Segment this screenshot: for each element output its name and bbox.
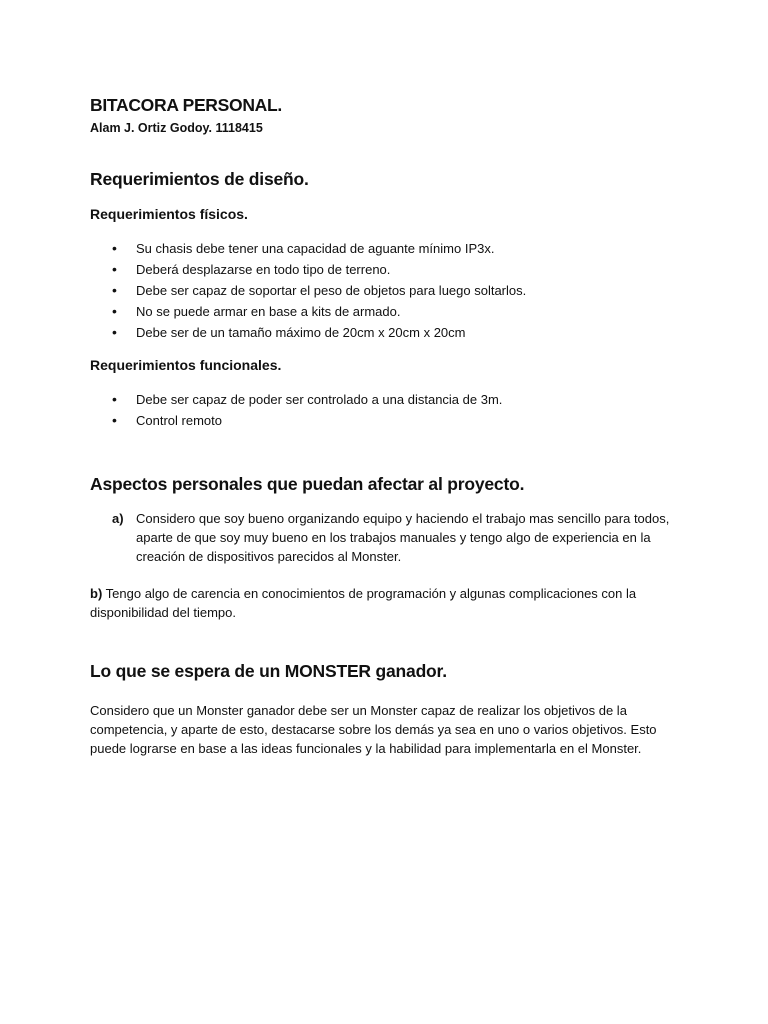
document-author: Alam J. Ortiz Godoy. 1118415 xyxy=(90,121,263,135)
list-item xyxy=(90,389,690,410)
item-text: Tengo algo de carencia en conocimientos de programación y algunas complicaciones con la disponibilidad del tiempo. xyxy=(90,586,637,620)
functional-requirements-heading: Requerimientos funcionales. xyxy=(90,357,282,373)
physical-requirements-list xyxy=(90,238,690,343)
winning-monster-paragraph: Considero que un Monster ganador debe ser un Monster capaz de realizar los objetivos de la competencia, y aparte de esto, destacarse sobre los demás ya sea en uno o varios objetivos. Esto puede lograrse en base a las ideas funcionales y la habilidad para implementarla en el Monster. xyxy=(90,703,657,756)
design-requirements-heading: Requerimientos de diseño. xyxy=(90,169,309,189)
list-item-text: Debe ser capaz de soportar el peso de objetos para luego soltarlos. xyxy=(136,283,527,298)
list-item-text: Debe ser de un tamaño máximo de 20cm x 20cm x 20cm xyxy=(136,325,466,340)
list-item-text: Debe ser capaz de poder ser controlado a una distancia de 3m. xyxy=(136,392,503,407)
list-item-text: Deberá desplazarse en todo tipo de terreno. xyxy=(136,262,391,277)
bullet-icon: • xyxy=(112,240,117,256)
bullet-icon: • xyxy=(112,412,117,428)
list-item-text: Control remoto xyxy=(136,413,222,428)
document-title: BITACORA PERSONAL. xyxy=(90,95,282,115)
functional-requirements-list xyxy=(90,389,690,431)
bullet-icon: • xyxy=(112,324,117,340)
physical-requirements-heading: Requerimientos físicos. xyxy=(90,206,248,222)
list-item xyxy=(90,410,690,431)
item-marker: b) xyxy=(90,586,103,601)
list-item xyxy=(90,301,690,322)
item-marker: a) xyxy=(112,511,124,526)
list-item-text: No se puede armar en base a kits de armado. xyxy=(136,304,401,319)
item-text: Considero que soy bueno organizando equipo y haciendo el trabajo mas sencillo para todos, aparte de que soy muy bueno en los trabajos manuales y tengo algo de experiencia en la creación de dispositivos parecidos al Monster. xyxy=(136,511,670,564)
bullet-icon: • xyxy=(112,391,117,407)
list-item xyxy=(90,322,690,343)
personal-aspect-item-b xyxy=(90,584,665,622)
list-item xyxy=(90,238,690,259)
list-item-text: Su chasis debe tener una capacidad de aguante mínimo IP3x. xyxy=(136,241,495,256)
personal-aspects-heading: Aspectos personales que puedan afectar al proyecto. xyxy=(90,474,525,494)
bullet-icon: • xyxy=(112,261,117,277)
list-item xyxy=(90,280,690,301)
bullet-icon: • xyxy=(112,282,117,298)
personal-aspect-item-a xyxy=(90,509,670,566)
bullet-icon: • xyxy=(112,303,117,319)
winning-monster-heading: Lo que se espera de un MONSTER ganador. xyxy=(90,661,447,681)
list-item xyxy=(90,259,690,280)
